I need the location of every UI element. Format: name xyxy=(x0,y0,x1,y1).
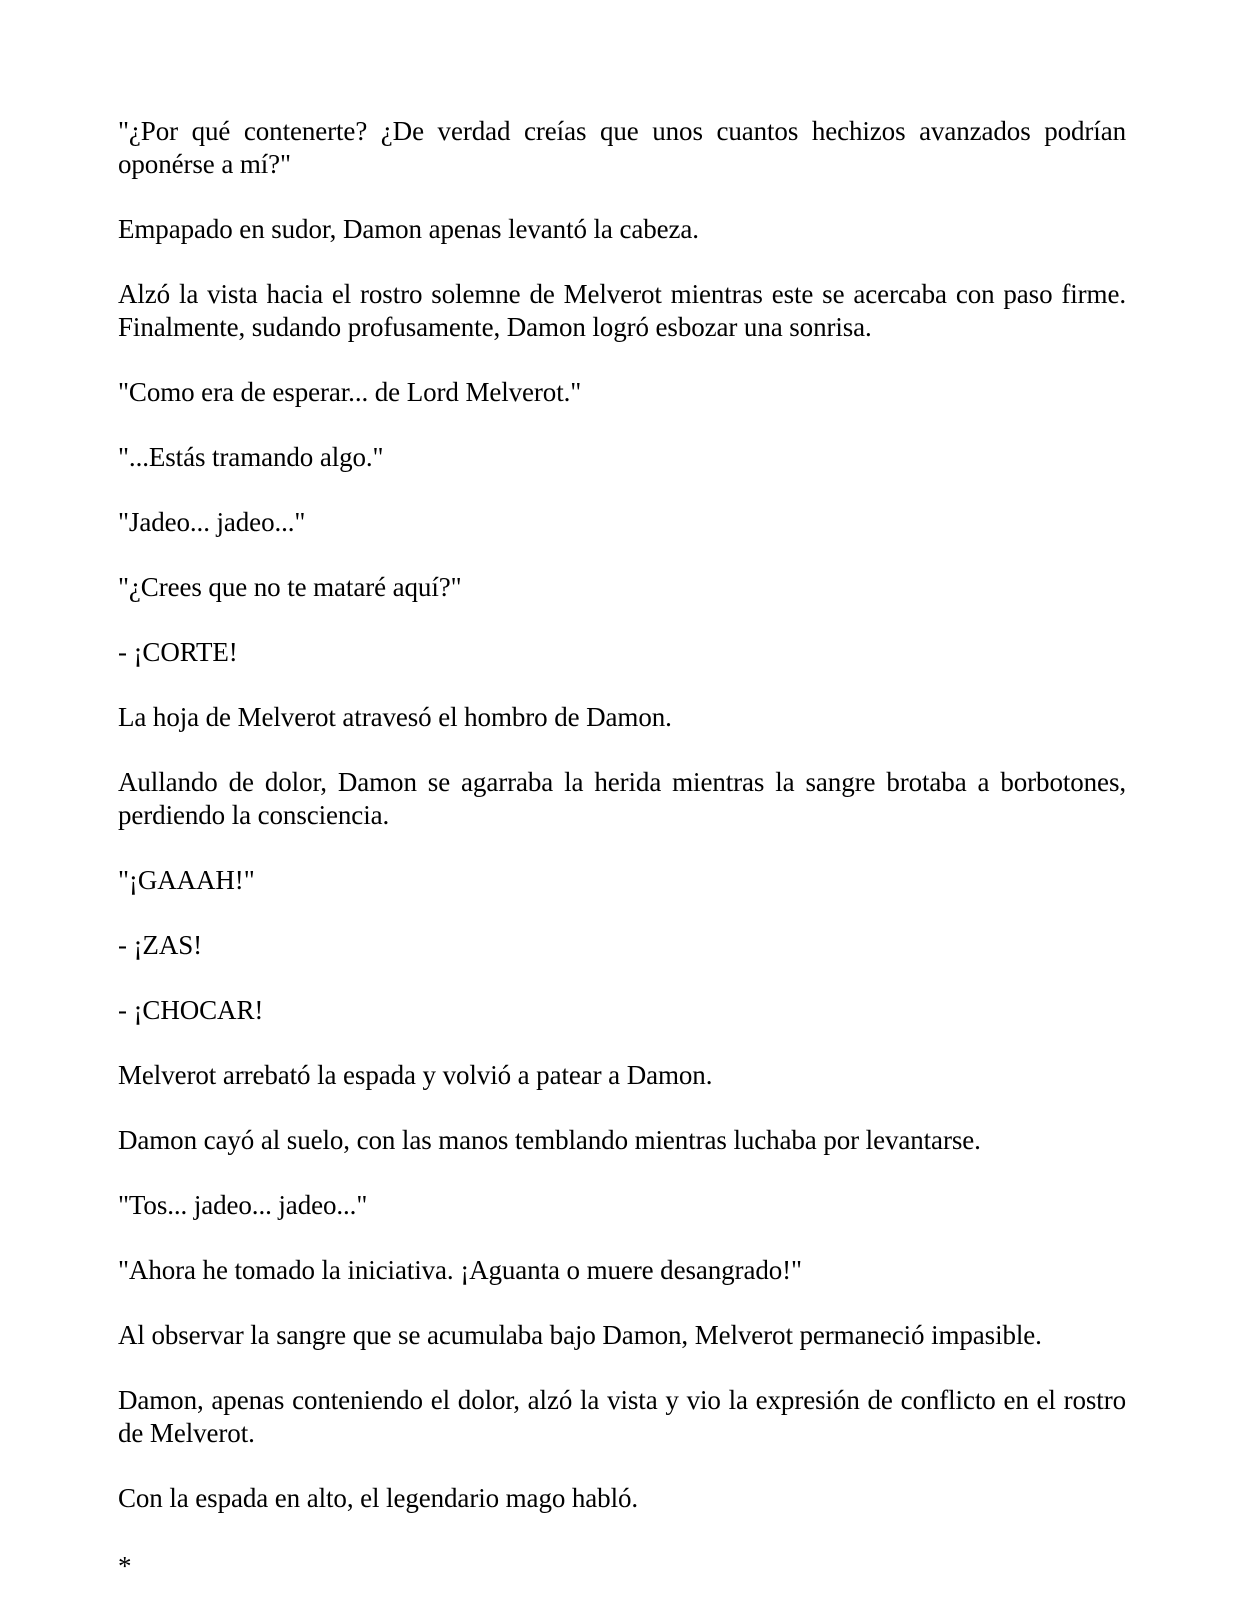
paragraph-6: "Jadeo... jadeo..." xyxy=(118,507,306,537)
paragraph-11: "¡GAAAH!" xyxy=(118,865,255,895)
paragraph-19: Damon, apenas conteniendo el dolor, alzó la vista y vio la expresión de conflicto en el rostro de Melverot. xyxy=(118,1385,1126,1448)
paragraph-3: Alzó la vista hacia el rostro solemne de Melverot mientras este se acercaba con paso firme. Finalmente, sudando profusamente, Damon logró esbozar una sonrisa. xyxy=(118,279,1126,342)
paragraph-10: Aullando de dolor, Damon se agarraba la herida mientras la sangre brotaba a borbotones, perdiendo la consciencia. xyxy=(118,767,1126,830)
paragraph-20: Con la espada en alto, el legendario mago habló. xyxy=(118,1483,639,1513)
paragraph-17: "Ahora he tomado la iniciativa. ¡Aguanta o muere desangrado!" xyxy=(118,1255,802,1285)
paragraph-13: - ¡CHOCAR! xyxy=(118,995,264,1025)
paragraph-16: "Tos... jadeo... jadeo..." xyxy=(118,1190,368,1220)
paragraph-12: - ¡ZAS! xyxy=(118,930,203,960)
paragraph-9: La hoja de Melverot atravesó el hombro de Damon. xyxy=(118,702,672,732)
paragraph-5: "...Estás tramando algo." xyxy=(118,442,384,472)
paragraph-14: Melverot arrebató la espada y volvió a patear a Damon. xyxy=(118,1060,713,1090)
paragraph-18: Al observar la sangre que se acumulaba bajo Damon, Melverot permaneció impasible. xyxy=(118,1320,1042,1350)
scene-break-asterisk: * xyxy=(118,1551,132,1581)
paragraph-15: Damon cayó al suelo, con las manos temblando mientras luchaba por levantarse. xyxy=(118,1125,981,1155)
paragraph-4: "Como era de esperar... de Lord Melverot." xyxy=(118,377,582,407)
paragraph-1: "¿Por qué contenerte? ¿De verdad creías que unos cuantos hechizos avanzados podrían oponérse a mí?" xyxy=(118,116,1126,179)
paragraph-2: Empapado en sudor, Damon apenas levantó la cabeza. xyxy=(118,214,699,244)
paragraph-8: - ¡CORTE! xyxy=(118,637,238,667)
paragraph-7: "¿Crees que no te mataré aquí?" xyxy=(118,572,462,602)
